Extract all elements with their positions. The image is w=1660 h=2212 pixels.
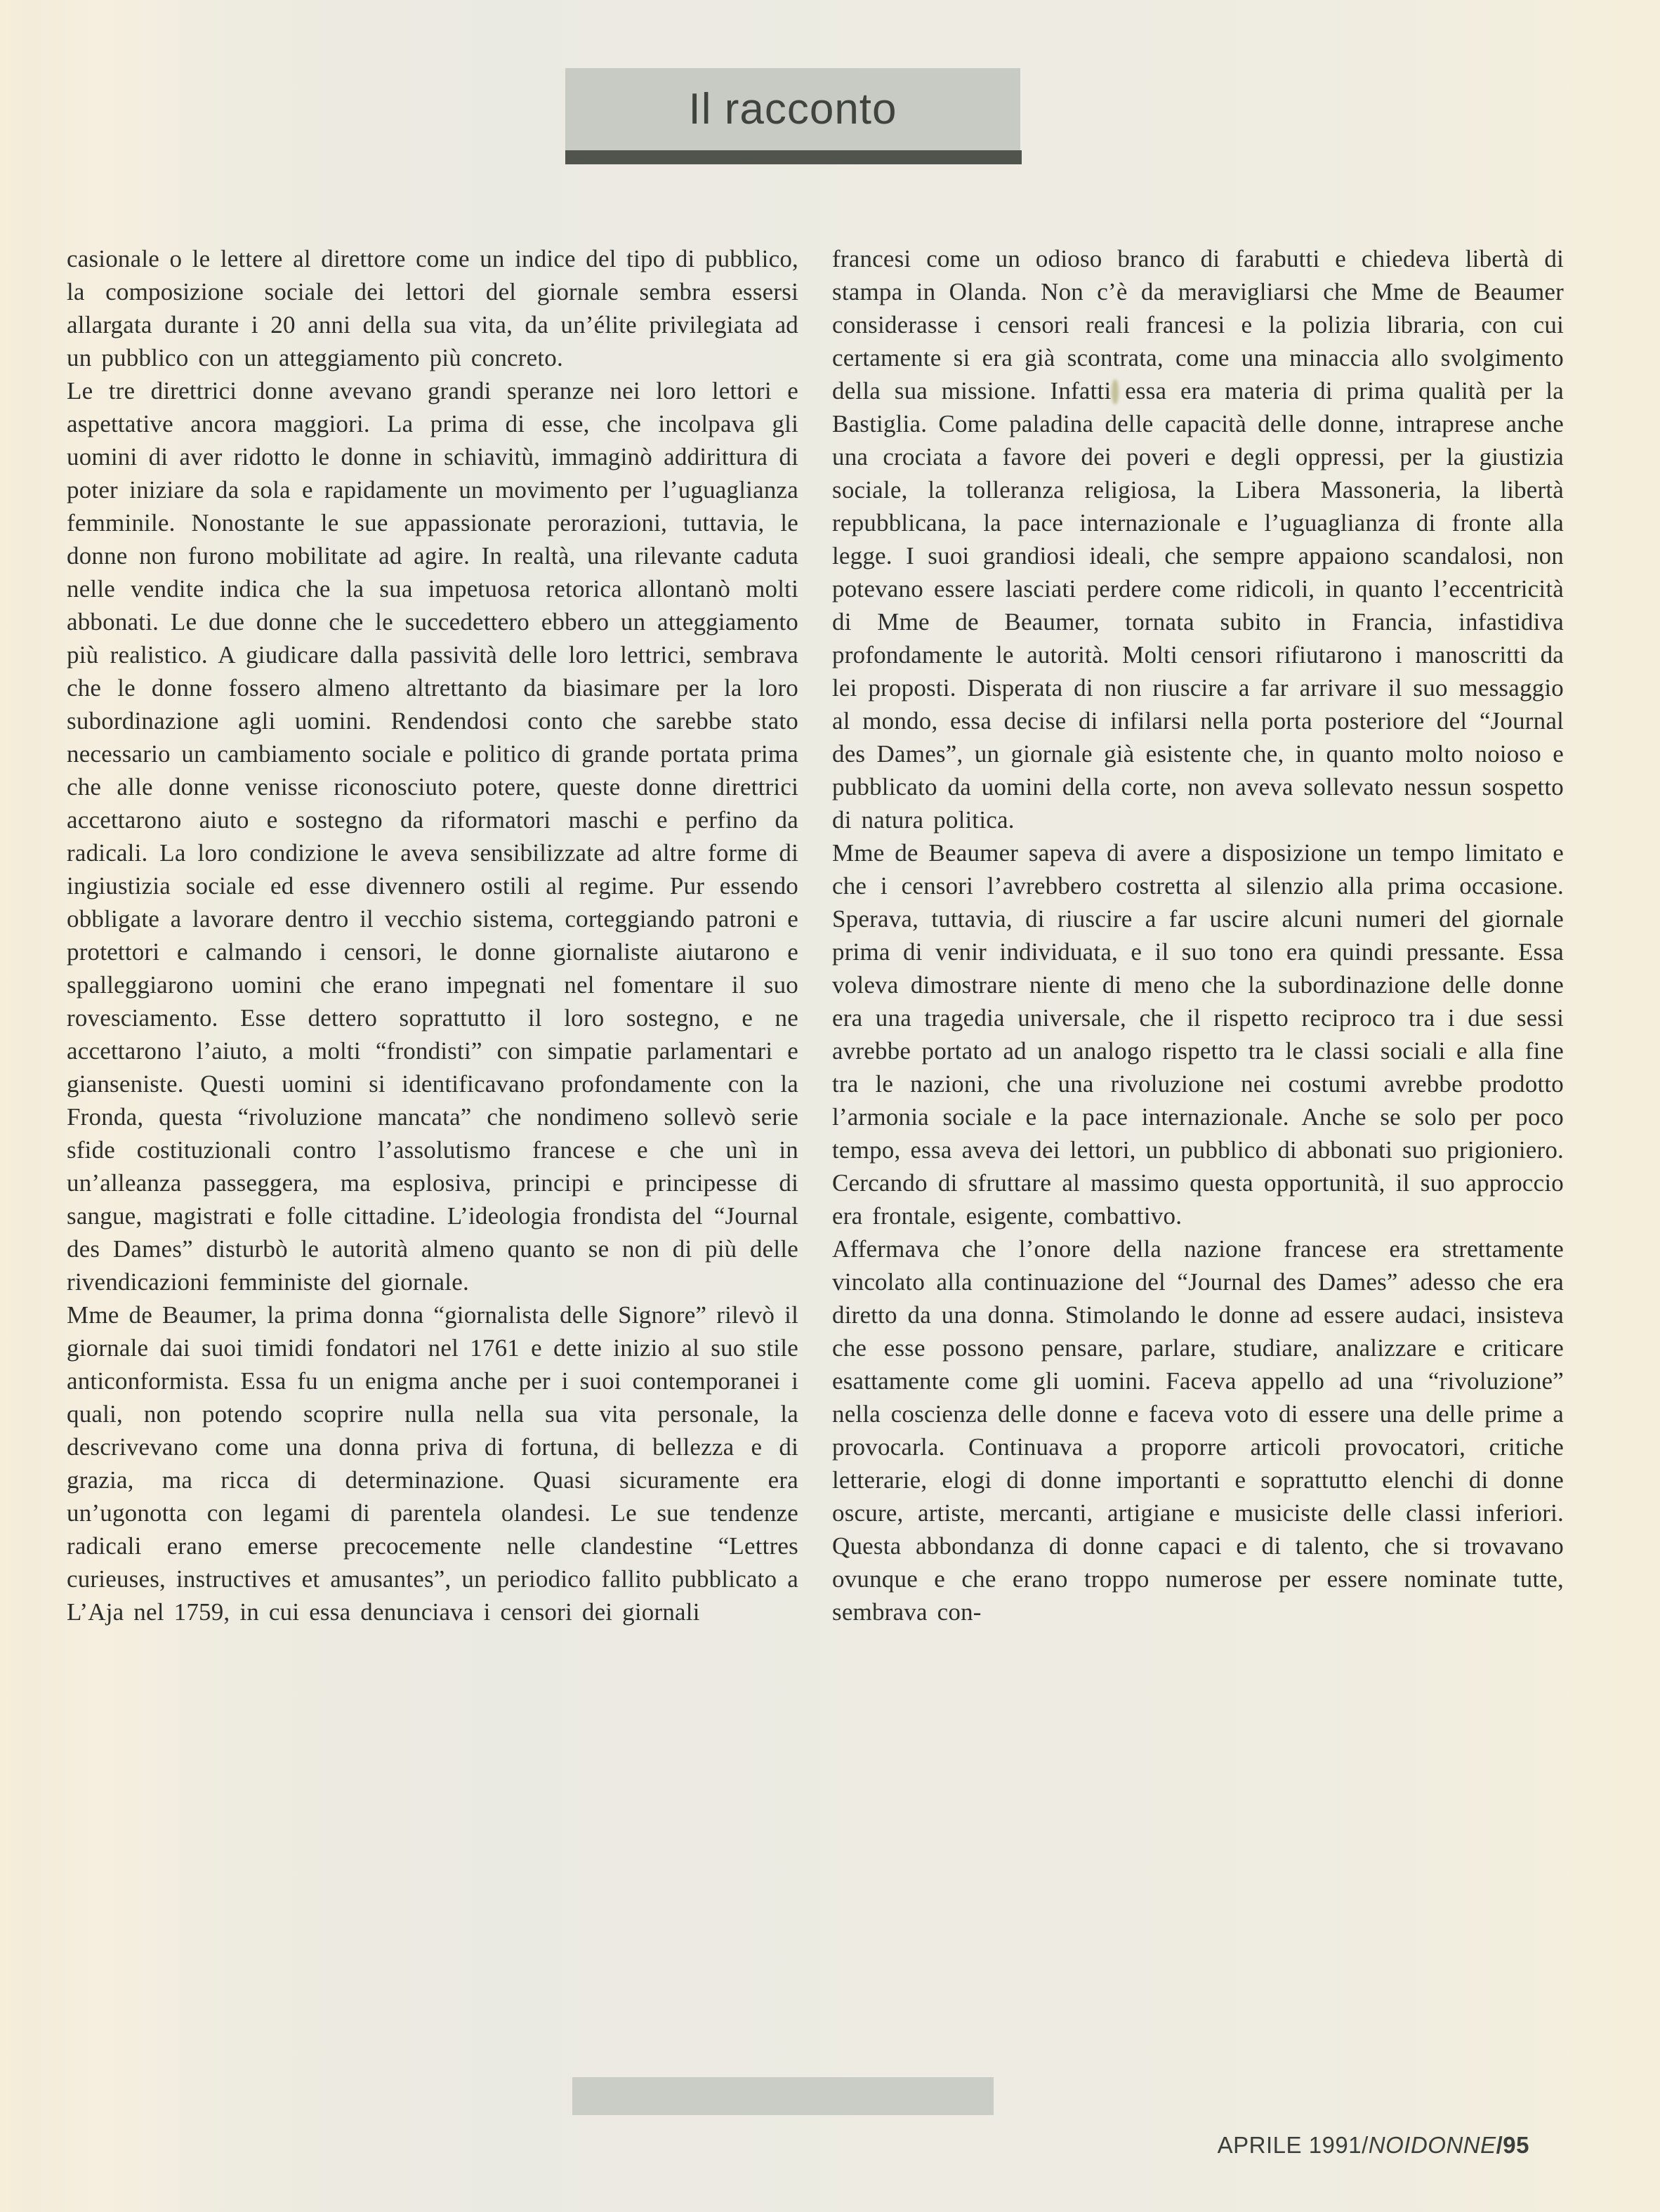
paragraph: casionale o le lettere al direttore come un indice del tipo di pubblico, la composizione sociale dei lettori del giornale sembra essersi allargata durante i 20 anni della sua vita, da un’élite privilegiata ad un pubblico con un atteggiamento più concreto. <box>67 245 798 371</box>
paragraph: Affermava che l’onore della nazione francese era strettamente vincolato alla continuazione del “Journal des Dames” adesso che era diretto da una donna. Stimolando le donne ad essere audaci, insisteva che esse possono pensare, parlare, studiare, analizzare e criticare esattamente come gli uomini. Faceva appello ad una “rivoluzione” nella coscienza delle donne e faceva voto di essere una delle prime a provocarla. Continuava a proporre articoli provocatori, critiche letterarie, elogi di donne importanti e soprattutto elenchi di donne oscure, artiste, mercanti, artigiane e musiciste delle classi inferiori. Questa abbondanza di donne capaci e di talento, che si trovavano ovunque e che erano troppo numerose per essere nominate tutte, sembrava con- <box>832 1235 1564 1626</box>
ink-smudge-mark <box>1112 379 1119 404</box>
section-title: Il racconto <box>688 85 897 133</box>
paragraph: Mme de Beaumer sapeva di avere a disposizione un tempo limitato e che i censori l’avrebbero costretta al silenzio alla prima occasione. Sperava, tuttavia, di riuscire a far uscire alcuni numeri del giornale prima di venir individuata, e il suo tono era quindi pressante. Essa voleva dimostrare niente di meno che la subordinazione delle donne era una tragedia universale, che il rispetto reciproco tra i due sessi avrebbe portato ad un analogo rispetto tra le classi sociali e alla fine tra le nazioni, che una rivoluzione nei costumi avrebbe prodotto l’armonia sociale e la pace internazionale. Anche se solo per poco tempo, essa aveva dei lettori, un pubblico di abbonati suo prigioniero. Cercando di sfruttare al massimo questa opportunità, il suo approccio era frontale, esigente, combattivo. <box>832 839 1564 1230</box>
footer-magazine-name: NOIDONNE <box>1368 2132 1496 2158</box>
paragraph: Le tre direttrici donne avevano grandi speranze nei loro lettori e aspettative ancora maggiori. La prima di esse, che incolpava gli uomini di aver ridotto le donne in schiavitù, immaginò addirittura di poter iniziare da sola e rapidamente un movimento per l’uguaglianza femminile. Nonostante le sue appassionate perorazioni, tuttavia, le donne non furono mobilitate ad agire. In realtà, una rilevante caduta nelle vendite indica che la sua impetuosa retorica allontanò molti abbonati. Le due donne che le succedettero ebbero un atteggiamento più realistico. A giudicare dalla passività delle loro lettrici, sembrava che le donne fossero almeno altrettanto da biasimare per la loro subordinazione agli uomini. Rendendosi conto che sarebbe stato necessario un cambiamento sociale e politico di grande portata prima che alle donne venisse riconosciuto potere, queste donne direttrici accettarono aiuto e sostegno da riformatori maschi e perfino da radicali. La loro condizione le aveva sensibilizzate ad altre forme di ingiustizia sociale ed esse divennero ostili al regime. Pur essendo obbligate a lavorare dentro il vecchio sistema, corteggiando patroni e protettori e calmando i censori, le donne giornaliste aiutarono e spalleggiarono uomini che erano impegnati nel fomentare il suo rovesciamento. Esse dettero soprattutto il loro sostegno, e ne accettarono l’aiuto, a molti “frondisti” con simpatie parlamentari e gianseniste. Questi uomini si identificavano profondamente con la Fronda, questa “rivoluzione mancata” che nondimeno sollevò serie sfide costituzionali contro l’assolutismo francese e che unì in un’alleanza passeggera, ma esplosiva, principi e principesse di sangue, magistrati e folle cittadine. L’ideologia frondista del “Journal des Dames” disturbò le autorità almeno quanto se non di più delle rivendicazioni femministe del giornale. <box>67 377 798 1296</box>
footer-gray-bar <box>572 2077 994 2115</box>
footer-page-number: /95 <box>1496 2132 1529 2158</box>
header-underline-bar <box>565 150 1022 164</box>
footer-issue-date: APRILE 1991/ <box>1217 2132 1369 2158</box>
section-header-box <box>565 68 1020 150</box>
paragraph: Mme de Beaumer, la prima donna “giornalista delle Signore” rilevò il giornale dai suoi timidi fondatori nel 1761 e dette inizio al suo stile anticonformista. Essa fu un enigma anche per i suoi contemporanei i quali, non potendo scoprire nulla nella sua vita personale, la descrivevano come una donna priva di fortuna, di bellezza e di grazia, ma ricca di determinazione. Quasi sicuramente era un’ugonotta con legami di parentela olandesi. Le sue tendenze radicali erano emerse precocemente nelle clandestine “Lettres curieuses, instructives et amusantes”, un periodico fallito pubblicato a L’Aja nel 1759, in cui essa denunciava i censori dei giornali <box>67 1301 798 1626</box>
text-column-right <box>832 242 1564 1628</box>
text-column-left <box>67 242 798 1628</box>
footer-page-info <box>1218 2132 1529 2159</box>
paragraph: francesi come un odioso branco di farabutti e chiedeva libertà di stampa in Olanda. Non c’è da meravigliarsi che Mme de Beaumer considerasse i censori reali francesi e la polizia libraria, con cui certamente si era già scontrata, come una minaccia allo svolgimento della sua missione. Infatti essa era materia di prima qualità per la Bastiglia. Come paladina delle capacità delle donne, intraprese anche una crociata a favore dei poveri e degli oppressi, per la giustizia sociale, la tolleranza religiosa, la Libera Massoneria, la libertà repubblicana, la pace internazionale e l’uguaglianza di fronte alla legge. I suoi grandiosi ideali, che sempre appaiono scandalosi, non potevano essere lasciati perdere come ridicoli, in quanto l’eccentricità di Mme de Beaumer, tornata subito in Francia, infastidiva profondamente le autorità. Molti censori rifiutarono i manoscritti da lei proposti. Disperata di non riuscire a far arrivare il suo messaggio al mondo, essa decise di infilarsi nella porta posteriore del “Journal des Dames”, un giornale già esistente che, in quanto molto noioso e pubblicato da uomini della corte, non aveva sollevato nessun sospetto di natura politica. <box>832 245 1564 834</box>
